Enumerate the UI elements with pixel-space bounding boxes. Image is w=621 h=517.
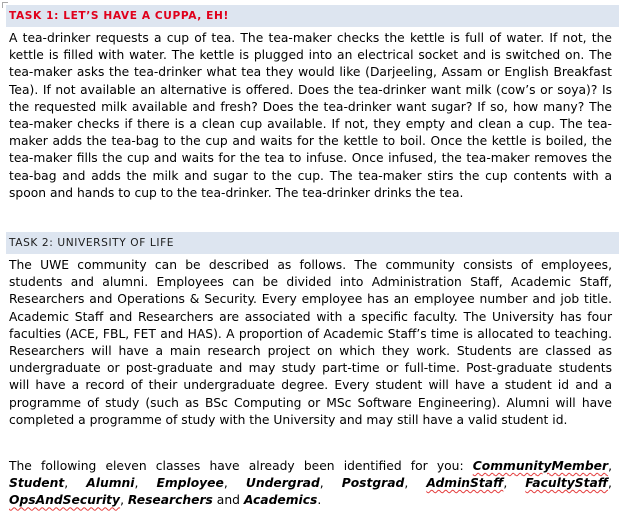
class-name-postgrad: Postgrad <box>341 476 405 491</box>
class-name-researchers: Researchers <box>127 493 213 508</box>
separator: , <box>223 476 246 491</box>
separator: . <box>317 493 322 508</box>
task1-heading: TASK 1: LET’S HAVE A CUPPA, EH! <box>6 5 619 27</box>
separator: , <box>608 476 612 491</box>
class-name-alumni: Alumni <box>86 476 135 491</box>
identified-classes-paragraph <box>9 458 612 510</box>
separator: , <box>319 476 342 491</box>
separator: , <box>120 493 128 508</box>
class-name-admin-staff: AdminStaff <box>426 476 504 491</box>
classes-intro-text: The following eleven classes have already been identified for you: <box>9 459 473 473</box>
class-name-undergrad: Undergrad <box>245 476 320 491</box>
class-name-faculty-staff: FacultyStaff <box>525 476 609 491</box>
class-name-student: Student <box>9 476 65 491</box>
separator: , <box>503 476 526 491</box>
separator: , <box>404 476 427 491</box>
separator: and <box>212 493 244 508</box>
task1-description: A tea-drinker requests a cup of tea. The tea-maker checks the kettle is full of water. If not, the kettle is filled with water. The kettle is plugged into an electrical socket and is switched on. The tea-maker asks the tea-drinker what tea they would like (Darjeeling, Assam or English Breakfast Tea). If not available an alternative is offered. Does the tea-drinker want milk (cow’s or soya)? Is the requested milk available and fresh? Does the tea-drinker want sugar? If so, how many? The tea-maker checks if there is a clean cup available. If not, they empty and clean a cup. The tea-maker adds the tea-bag to the cup and waits for the kettle to boil. Once the kettle is boiled, the tea-maker fills the cup and waits for the tea to infuse. Once infused, the tea-maker removes the tea-bag and adds the milk and sugar to the cup. The tea-maker stirs the cup contents with a spoon and hands to cup to the tea-drinker. The tea-drinker drinks the tea. <box>9 31 612 200</box>
task2-description: The UWE community can be described as follows. The community consists of employees, students and alumni. Employees can be divided into Administration Staff, Academic Staff, Researchers and Operations & Security. Every employee has an employee number and job title. Academic Staff and Researchers are associated with a specific faculty. The University has four faculties (ACE, FBL, FET and HAS). A proportion of Academic Staff’s time is allocated to teaching. Researchers will have a main research project on which they work. Students are classed as undergraduate or post-graduate and may study part-time or full-time. Post-graduate students will have a record of their undergraduate degree. Every student will have a student id and a programme of study (such as BSc Computing or MSc Software Engineering). Alumni will have completed a programme of study with the University and may still have a valid student id. <box>9 258 612 427</box>
separator: , <box>608 459 612 473</box>
task2-heading: TASK 2: UNIVERSITY OF LIFE <box>6 232 619 254</box>
separator: , <box>134 476 157 491</box>
separator: , <box>64 476 87 491</box>
class-name-academics: Academics <box>243 493 318 508</box>
class-name-community-member: CommunityMember <box>472 459 609 473</box>
class-name-employee: Employee <box>156 476 224 491</box>
class-name-ops-and-security: OpsAndSecurity <box>9 493 121 508</box>
